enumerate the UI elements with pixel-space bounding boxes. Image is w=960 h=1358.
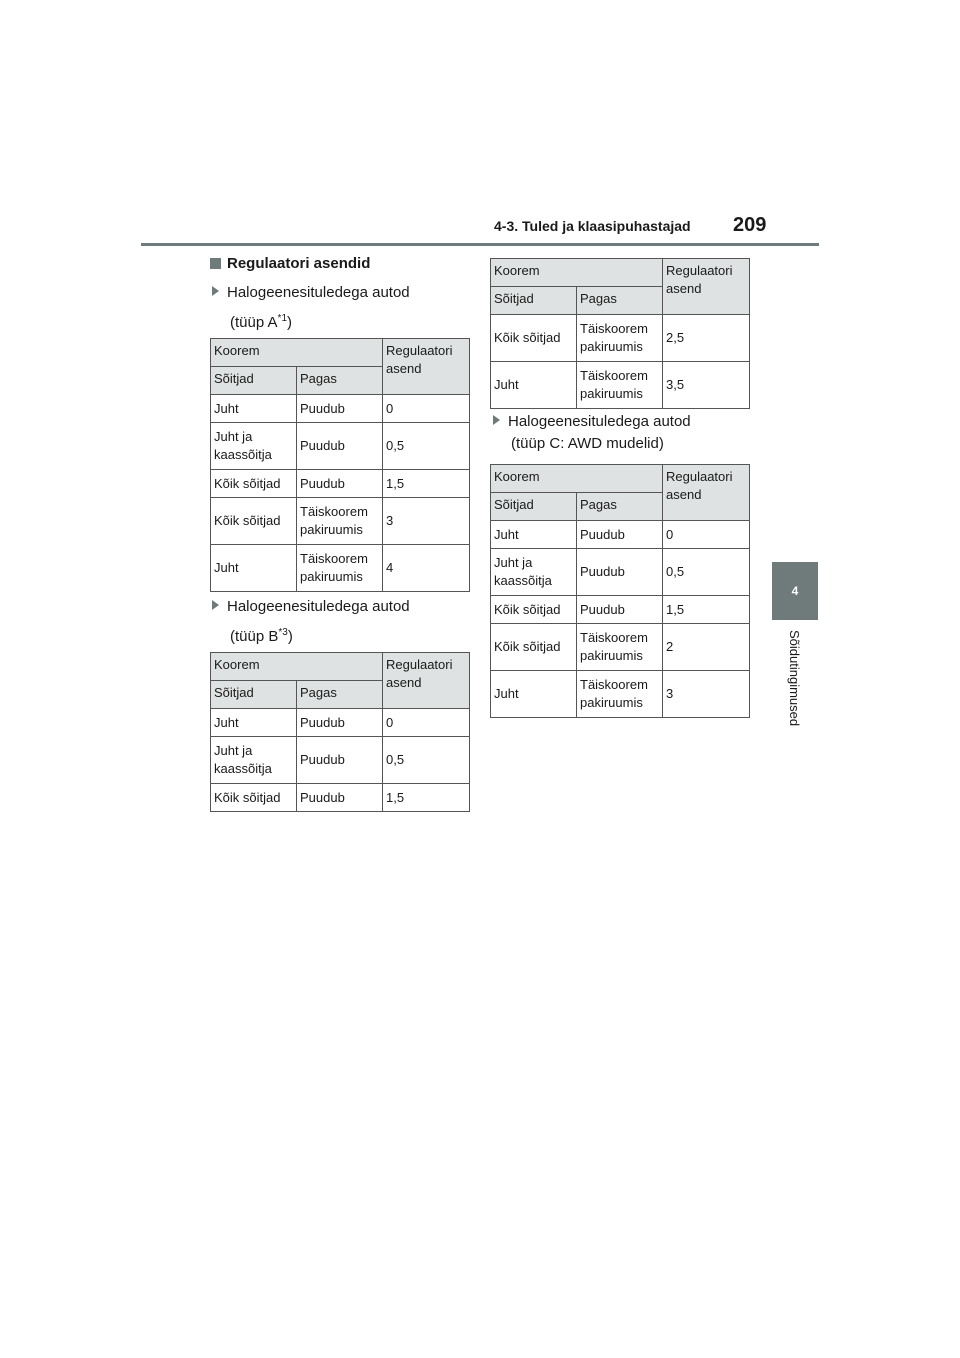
- table-cell: 2: [663, 624, 750, 671]
- table-row: [211, 737, 470, 784]
- header-cell: Pagas: [577, 493, 663, 521]
- table-row: [491, 596, 750, 624]
- section-heading: [210, 255, 370, 272]
- caption-line: Halogeenesituledega autod: [508, 413, 691, 430]
- caption-line: (tüüp A: [230, 314, 278, 331]
- table-cell: Täiskoorem pakiruumis: [577, 362, 663, 409]
- table-cell: Kõik sõitjad: [211, 498, 297, 545]
- header-cell: Pagas: [297, 681, 383, 709]
- table-cell: 3: [663, 671, 750, 718]
- table-row: [491, 315, 750, 362]
- table-a-caption: [212, 282, 410, 334]
- triangle-bullet-icon: [212, 600, 219, 610]
- table-row: [491, 549, 750, 596]
- caption-line: Halogeenesituledega autod: [227, 598, 410, 615]
- table-c-caption: [493, 411, 691, 455]
- header-divider: [141, 243, 819, 246]
- table-cell: 0,5: [383, 423, 470, 470]
- table-cell: 0,5: [383, 737, 470, 784]
- header-cell: Regulaatori asend: [383, 653, 470, 709]
- caption-paren: ): [287, 314, 292, 331]
- table-cell: 3: [383, 498, 470, 545]
- table-row: [211, 423, 470, 470]
- triangle-bullet-icon: [212, 286, 219, 296]
- table-cell: Puudub: [297, 423, 383, 470]
- chapter-side-label: Sõidutingimused: [787, 630, 802, 727]
- table-cell: Täiskoorem pakiruumis: [577, 315, 663, 362]
- header-cell: Sõitjad: [211, 367, 297, 395]
- table-cell: Puudub: [297, 709, 383, 737]
- table-cell: Puudub: [577, 521, 663, 549]
- triangle-bullet-icon: [493, 415, 500, 425]
- table-cell: Kõik sõitjad: [491, 315, 577, 362]
- table-cell: Juht: [491, 362, 577, 409]
- table-cell: Puudub: [577, 596, 663, 624]
- table-cell: Kõik sõitjad: [491, 624, 577, 671]
- table-cell: 3,5: [663, 362, 750, 409]
- table-cell: Täiskoorem pakiruumis: [577, 671, 663, 718]
- header-cell: Pagas: [297, 367, 383, 395]
- table-cell: 2,5: [663, 315, 750, 362]
- table-row: [491, 624, 750, 671]
- table-a: [210, 338, 470, 592]
- table-cell: Täiskoorem pakiruumis: [577, 624, 663, 671]
- table-row: [211, 395, 470, 423]
- table-cell: Juht ja kaassõitja: [211, 737, 297, 784]
- table-row: [491, 362, 750, 409]
- table-cell: Kõik sõitjad: [211, 784, 297, 812]
- table-cell: Juht: [491, 671, 577, 718]
- table-row: [211, 784, 470, 812]
- table-cell: Juht: [211, 545, 297, 592]
- caption-paren: ): [287, 628, 293, 645]
- table-cell: 1,5: [663, 596, 750, 624]
- table-cell: 0: [383, 395, 470, 423]
- header-cell: Regulaatori asend: [383, 339, 470, 395]
- table-cell: Puudub: [577, 549, 663, 596]
- caption-line: Halogeenesituledega autod: [227, 284, 410, 301]
- table-cell: Juht: [211, 395, 297, 423]
- table-b-caption: [212, 596, 410, 648]
- table-row: [491, 521, 750, 549]
- table-cell: Puudub: [297, 737, 383, 784]
- header-cell: Sõitjad: [491, 493, 577, 521]
- header-cell: Pagas: [577, 287, 663, 315]
- table-cell: 0: [383, 709, 470, 737]
- table-row: [211, 709, 470, 737]
- table-cell: 4: [383, 545, 470, 592]
- footnote-ref: *3: [278, 627, 288, 638]
- table-cell: Kõik sõitjad: [211, 470, 297, 498]
- header-cell: Koorem: [491, 259, 663, 287]
- table-row: [211, 545, 470, 592]
- table-cell: Kõik sõitjad: [491, 596, 577, 624]
- table-b-continued: [490, 258, 750, 409]
- table-cell: 0: [663, 521, 750, 549]
- header-cell: Koorem: [211, 339, 383, 367]
- header-cell: Koorem: [211, 653, 383, 681]
- table-cell: Täiskoorem pakiruumis: [297, 545, 383, 592]
- table-row: [491, 671, 750, 718]
- table-row: [211, 498, 470, 545]
- header-cell: Regulaatori asend: [663, 465, 750, 521]
- table-cell: 1,5: [383, 470, 470, 498]
- section-title: Regulaatori asendid: [227, 255, 371, 272]
- table-cell: Puudub: [297, 470, 383, 498]
- footnote-ref: *1: [277, 313, 287, 324]
- table-cell: 0,5: [663, 549, 750, 596]
- table-cell: 1,5: [383, 784, 470, 812]
- header-cell: Sõitjad: [491, 287, 577, 315]
- table-b: [210, 652, 470, 812]
- caption-line: (tüüp C: AWD mudelid): [511, 435, 664, 452]
- table-cell: Juht: [491, 521, 577, 549]
- caption-line: (tüüp B: [230, 628, 279, 645]
- table-row: [211, 470, 470, 498]
- chapter-title: 4-3. Tuled ja klaasipuhastajad: [494, 218, 691, 234]
- square-bullet-icon: [210, 258, 221, 269]
- table-cell: Juht ja kaassõitja: [211, 423, 297, 470]
- page-number: 209: [733, 214, 767, 236]
- header-cell: Koorem: [491, 465, 663, 493]
- table-cell: Puudub: [297, 784, 383, 812]
- chapter-tab: 4: [772, 562, 818, 620]
- table-c: [490, 464, 750, 718]
- table-cell: Täiskoorem pakiruumis: [297, 498, 383, 545]
- header-cell: Sõitjad: [211, 681, 297, 709]
- table-cell: Juht: [211, 709, 297, 737]
- table-cell: Puudub: [297, 395, 383, 423]
- table-cell: Juht ja kaassõitja: [491, 549, 577, 596]
- header-cell: Regulaatori asend: [663, 259, 750, 315]
